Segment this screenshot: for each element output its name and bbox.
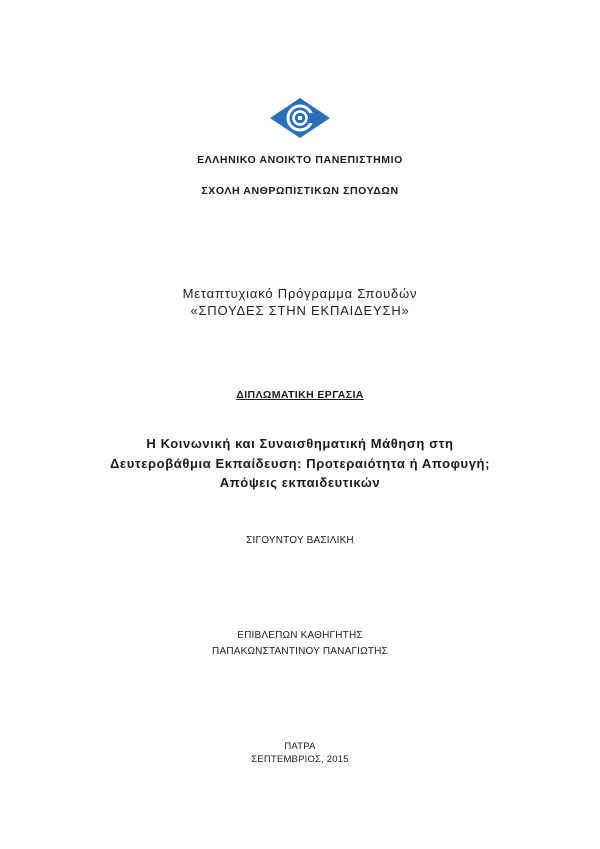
university-name: ΕΛΛΗΝΙΚΟ ΑΝΟΙΚΤΟ ΠΑΝΕΠΙΣΤΗΜΙΟ: [197, 154, 403, 166]
thesis-title-line-3: Απόψεις εκπαιδευτικών: [219, 475, 381, 490]
supervisor-name: ΠΑΠΑΚΩΝΣΤΑΝΤΙΝΟΥ ΠΑΝΑΓΙΩΤΗΣ: [212, 646, 388, 657]
thesis-title-line-1: Η Κοινωνική και Συναισθηματική Μάθηση στη: [146, 436, 454, 451]
university-emblem-icon: [268, 96, 332, 140]
thesis-title-line-2: Δευτεροβάθμια Εκπαίδευση: Προτεραιότητα ή Αποφυγή;: [109, 456, 491, 471]
program-subtitle: «ΣΠΟΥΔΕΣ ΣΤΗΝ ΕΚΠΑΙΔΕΥΣΗ»: [190, 303, 410, 318]
place: ΠΑΤΡΑ: [284, 741, 316, 752]
program-name: Μεταπτυχιακό Πρόγραμμα Σπουδών: [182, 286, 418, 301]
document-type: ΔΙΠΛΩΜΑΤΙΚΗ ΕΡΓΑΣΙΑ: [236, 389, 364, 401]
supervisor-label: ΕΠΙΒΛΕΠΩΝ ΚΑΘΗΓΗΤΗΣ: [237, 630, 363, 641]
school-name: ΣΧΟΛΗ ΑΝΘΡΩΠΙΣΤΙΚΩΝ ΣΠΟΥΔΩΝ: [201, 185, 399, 197]
date: ΣΕΠΤΕΜΒΡΙΟΣ, 2015: [251, 754, 349, 765]
author-name: ΣΙΓΟΥΝΤΟΥ ΒΑΣΙΛΙΚΗ: [246, 535, 354, 546]
